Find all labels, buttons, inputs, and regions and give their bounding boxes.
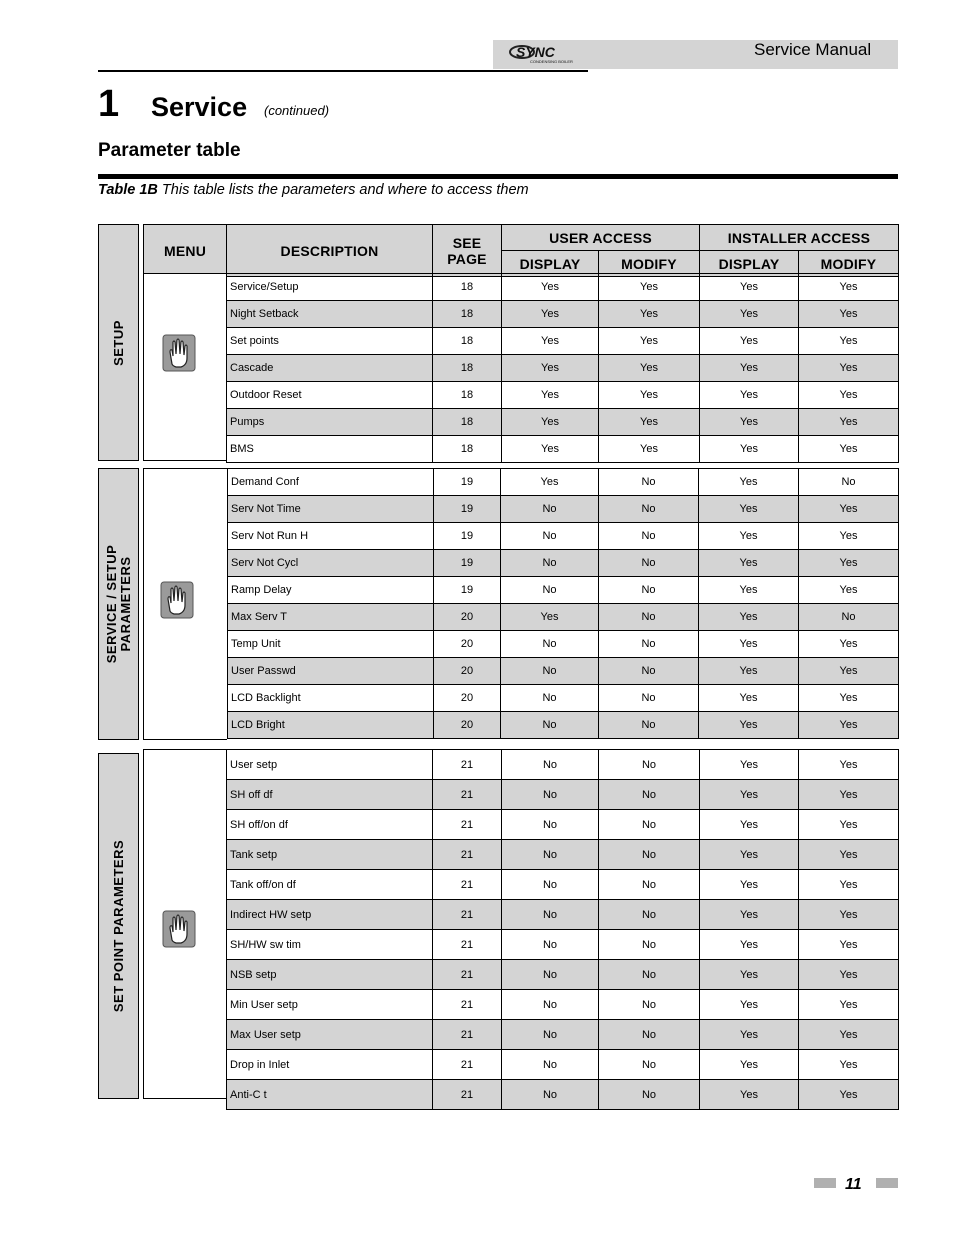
see-page: 19 <box>434 550 501 577</box>
installer-display: Yes <box>700 436 799 463</box>
param-description: Max Serv T <box>228 604 434 631</box>
see-page: 18 <box>433 274 502 301</box>
installer-modify: Yes <box>799 1080 899 1110</box>
see-page: 20 <box>434 631 501 658</box>
installer-display: Yes <box>700 780 799 810</box>
table-row <box>227 960 899 990</box>
param-description: SH/HW sw tim <box>227 930 433 960</box>
group-label-text: SET POINT PARAMETERS <box>110 839 126 1013</box>
user-display: No <box>502 1050 599 1080</box>
param-description: Serv Not Run H <box>228 523 434 550</box>
hand-icon <box>160 581 194 619</box>
param-description: Anti-C t <box>227 1080 433 1110</box>
footer-bar-right <box>876 1178 898 1188</box>
user-display: Yes <box>502 355 599 382</box>
installer-display: Yes <box>700 870 799 900</box>
table-row <box>227 840 899 870</box>
user-modify: No <box>599 990 700 1020</box>
user-modify: No <box>599 870 700 900</box>
param-description: Outdoor Reset <box>227 382 433 409</box>
header-description: DESCRIPTION <box>227 225 433 277</box>
menu-cell-set-point <box>143 749 226 1099</box>
param-description: SH off/on df <box>227 810 433 840</box>
installer-display: Yes <box>700 990 799 1020</box>
installer-modify: Yes <box>799 685 899 712</box>
user-modify: No <box>599 930 700 960</box>
installer-modify: Yes <box>799 301 899 328</box>
user-display: No <box>501 523 599 550</box>
installer-display: Yes <box>699 469 799 496</box>
param-description: Tank setp <box>227 840 433 870</box>
group-label-text: SETUP <box>110 319 126 366</box>
param-description: Drop in Inlet <box>227 1050 433 1080</box>
see-page: 21 <box>433 1050 502 1080</box>
installer-modify: Yes <box>799 780 899 810</box>
user-display: No <box>502 1080 599 1110</box>
user-display: No <box>501 712 599 739</box>
footer-bar-left <box>814 1178 836 1188</box>
see-page: 20 <box>434 658 501 685</box>
header-user-modify: MODIFY <box>599 251 700 277</box>
table-row <box>228 550 899 577</box>
setup-parameter-table <box>226 273 899 463</box>
param-description: Min User setp <box>227 990 433 1020</box>
user-modify: No <box>599 469 699 496</box>
user-modify: No <box>599 1020 700 1050</box>
param-description: User setp <box>227 750 433 780</box>
header-user-display: DISPLAY <box>502 251 599 277</box>
see-page: 18 <box>433 355 502 382</box>
param-description: Demand Conf <box>228 469 434 496</box>
param-description: Ramp Delay <box>228 577 434 604</box>
see-page: 18 <box>433 409 502 436</box>
user-display: No <box>501 631 599 658</box>
installer-modify: Yes <box>799 960 899 990</box>
table-row <box>228 469 899 496</box>
user-display: No <box>502 840 599 870</box>
section-title: Parameter table <box>98 140 241 161</box>
param-description: Service/Setup <box>227 274 433 301</box>
see-page: 18 <box>433 382 502 409</box>
installer-modify: Yes <box>799 436 899 463</box>
param-description: Indirect HW setp <box>227 900 433 930</box>
user-modify: No <box>599 712 699 739</box>
param-description: Serv Not Cycl <box>228 550 434 577</box>
installer-display: Yes <box>699 523 799 550</box>
user-modify: Yes <box>599 436 700 463</box>
manual-title: Service Manual <box>754 40 872 59</box>
user-modify: No <box>599 550 699 577</box>
user-display: No <box>501 550 599 577</box>
installer-modify: Yes <box>799 900 899 930</box>
table-row <box>227 1020 899 1050</box>
table-caption <box>98 182 529 198</box>
service-setup-parameter-table <box>227 468 899 739</box>
set-point-parameter-table <box>226 749 899 1110</box>
installer-modify: No <box>799 469 899 496</box>
table-row <box>227 274 899 301</box>
see-page: 20 <box>434 685 501 712</box>
installer-modify: Yes <box>799 328 899 355</box>
user-modify: Yes <box>599 355 700 382</box>
see-page: 21 <box>433 900 502 930</box>
user-modify: No <box>599 780 700 810</box>
user-modify: No <box>599 840 700 870</box>
installer-display: Yes <box>699 712 799 739</box>
installer-modify: Yes <box>799 577 899 604</box>
see-page: 21 <box>433 1080 502 1110</box>
installer-display: Yes <box>699 496 799 523</box>
user-modify: No <box>599 750 700 780</box>
installer-display: Yes <box>700 810 799 840</box>
table-row <box>227 1080 899 1110</box>
installer-display: Yes <box>700 301 799 328</box>
installer-display: Yes <box>700 960 799 990</box>
group-label-text: SERVICE / SETUP PARAMETERS <box>103 544 133 664</box>
table-row <box>227 328 899 355</box>
see-page: 20 <box>434 712 501 739</box>
user-display: Yes <box>502 436 599 463</box>
user-display: Yes <box>502 328 599 355</box>
see-page: 19 <box>434 523 501 550</box>
user-modify: Yes <box>599 382 700 409</box>
installer-display: Yes <box>700 750 799 780</box>
installer-display: Yes <box>699 604 799 631</box>
user-display: No <box>502 810 599 840</box>
user-modify: No <box>599 810 700 840</box>
param-description: LCD Backlight <box>228 685 434 712</box>
table-row <box>227 355 899 382</box>
param-description: Set points <box>227 328 433 355</box>
brand-tagline: CONDENSING BOILER <box>530 59 573 64</box>
installer-modify: Yes <box>799 712 899 739</box>
installer-modify: Yes <box>799 382 899 409</box>
user-modify: No <box>599 523 699 550</box>
user-modify: No <box>599 1050 700 1080</box>
installer-modify: Yes <box>799 990 899 1020</box>
see-page: 18 <box>433 436 502 463</box>
installer-modify: Yes <box>799 1050 899 1080</box>
param-description: Temp Unit <box>228 631 434 658</box>
table-row <box>227 436 899 463</box>
installer-display: Yes <box>700 328 799 355</box>
user-modify: No <box>599 960 700 990</box>
user-display: Yes <box>502 301 599 328</box>
see-page: 21 <box>433 840 502 870</box>
param-description: Cascade <box>227 355 433 382</box>
user-display: No <box>501 496 599 523</box>
param-description: NSB setp <box>227 960 433 990</box>
user-display: No <box>502 1020 599 1050</box>
see-page: 21 <box>433 810 502 840</box>
group-label-service-setup <box>98 468 139 740</box>
hand-icon <box>162 910 196 948</box>
installer-modify: Yes <box>799 523 899 550</box>
user-display: No <box>502 900 599 930</box>
param-description: Night Setback <box>227 301 433 328</box>
group-label-set-point <box>98 753 139 1099</box>
user-display: Yes <box>502 382 599 409</box>
user-display: Yes <box>502 274 599 301</box>
see-page: 21 <box>433 960 502 990</box>
user-display: No <box>502 930 599 960</box>
header-see-page <box>433 225 502 277</box>
param-description: User Passwd <box>228 658 434 685</box>
param-description: LCD Bright <box>228 712 434 739</box>
header-installer-modify: MODIFY <box>799 251 899 277</box>
see-page: 21 <box>433 870 502 900</box>
see-page: 21 <box>433 750 502 780</box>
header-menu: MENU <box>144 225 227 277</box>
user-modify: Yes <box>599 409 700 436</box>
page-number: 11 <box>845 1176 862 1193</box>
installer-modify: Yes <box>799 1020 899 1050</box>
user-modify: No <box>599 631 699 658</box>
installer-modify: Yes <box>799 870 899 900</box>
user-display: No <box>501 658 599 685</box>
table-row <box>227 810 899 840</box>
user-display: Yes <box>502 409 599 436</box>
table-row <box>228 685 899 712</box>
table-row <box>227 301 899 328</box>
table-row <box>227 750 899 780</box>
table-row <box>227 900 899 930</box>
param-description: BMS <box>227 436 433 463</box>
user-display: No <box>502 780 599 810</box>
installer-display: Yes <box>700 1050 799 1080</box>
menu-cell-setup <box>143 273 226 461</box>
installer-modify: Yes <box>799 750 899 780</box>
param-description: Serv Not Time <box>228 496 434 523</box>
param-description: Tank off/on df <box>227 870 433 900</box>
see-page: 18 <box>433 301 502 328</box>
installer-display: Yes <box>700 840 799 870</box>
table-row <box>228 631 899 658</box>
section-rule <box>98 174 898 179</box>
see-page: 20 <box>434 604 501 631</box>
user-modify: No <box>599 577 699 604</box>
installer-display: Yes <box>700 382 799 409</box>
param-description: Pumps <box>227 409 433 436</box>
chapter-number: 1 <box>98 83 120 125</box>
table-row <box>227 990 899 1020</box>
see-page: 21 <box>433 930 502 960</box>
table-row <box>227 382 899 409</box>
table-row <box>228 604 899 631</box>
user-modify: No <box>599 685 699 712</box>
user-display: No <box>502 870 599 900</box>
caption-text: This table lists the parameters and where to access them <box>157 182 529 198</box>
installer-modify: Yes <box>799 496 899 523</box>
table-row <box>227 930 899 960</box>
installer-display: Yes <box>699 631 799 658</box>
sync-logo <box>508 43 578 65</box>
installer-display: Yes <box>700 1080 799 1110</box>
see-page: 19 <box>434 469 501 496</box>
installer-modify: Yes <box>799 810 899 840</box>
header-page: PAGE <box>447 250 487 267</box>
see-page: 18 <box>433 328 502 355</box>
installer-display: Yes <box>700 274 799 301</box>
param-description: SH off df <box>227 780 433 810</box>
user-modify: No <box>599 496 699 523</box>
table-row <box>228 496 899 523</box>
installer-modify: Yes <box>799 274 899 301</box>
user-display: No <box>502 990 599 1020</box>
installer-display: Yes <box>700 409 799 436</box>
installer-modify: Yes <box>799 930 899 960</box>
table-row <box>228 712 899 739</box>
see-page: 21 <box>433 780 502 810</box>
see-page: 19 <box>434 577 501 604</box>
installer-display: Yes <box>700 355 799 382</box>
chapter-continued: (continued) <box>264 103 330 118</box>
see-page: 19 <box>434 496 501 523</box>
user-modify: Yes <box>599 328 700 355</box>
user-display: Yes <box>501 604 599 631</box>
header-rule <box>98 70 588 72</box>
installer-display: Yes <box>699 685 799 712</box>
installer-display: Yes <box>700 900 799 930</box>
user-display: No <box>501 685 599 712</box>
user-display: No <box>501 577 599 604</box>
menu-cell-service-setup <box>143 468 227 740</box>
table-header <box>143 224 899 277</box>
user-modify: Yes <box>599 301 700 328</box>
table-row <box>228 523 899 550</box>
caption-label: Table 1B <box>98 182 158 198</box>
table-row <box>228 577 899 604</box>
installer-modify: Yes <box>799 658 899 685</box>
installer-modify: Yes <box>799 409 899 436</box>
table-row <box>227 780 899 810</box>
user-modify: No <box>599 900 700 930</box>
user-display: Yes <box>501 469 599 496</box>
installer-modify: Yes <box>799 550 899 577</box>
header-installer-display: DISPLAY <box>700 251 799 277</box>
user-display: No <box>502 960 599 990</box>
user-modify: No <box>599 658 699 685</box>
hand-icon <box>162 334 196 372</box>
table-row <box>228 658 899 685</box>
user-modify: Yes <box>599 274 700 301</box>
user-modify: No <box>599 604 699 631</box>
user-modify: No <box>599 1080 700 1110</box>
installer-modify: Yes <box>799 631 899 658</box>
brand-text: SYNC <box>516 44 555 60</box>
header-see: SEE <box>452 234 482 251</box>
installer-display: Yes <box>699 550 799 577</box>
installer-display: Yes <box>700 1020 799 1050</box>
installer-display: Yes <box>700 930 799 960</box>
table-row <box>227 1050 899 1080</box>
user-display: No <box>502 750 599 780</box>
installer-modify: Yes <box>799 355 899 382</box>
see-page: 21 <box>433 1020 502 1050</box>
see-page: 21 <box>433 990 502 1020</box>
installer-modify: Yes <box>799 840 899 870</box>
table-row <box>227 870 899 900</box>
installer-display: Yes <box>699 658 799 685</box>
group-label-setup <box>98 224 139 461</box>
chapter-title: Service <box>151 92 248 122</box>
installer-modify: No <box>799 604 899 631</box>
header-installer-access: INSTALLER ACCESS <box>700 225 899 251</box>
header-user-access: USER ACCESS <box>502 225 700 251</box>
installer-display: Yes <box>699 577 799 604</box>
param-description: Max User setp <box>227 1020 433 1050</box>
table-row <box>227 409 899 436</box>
